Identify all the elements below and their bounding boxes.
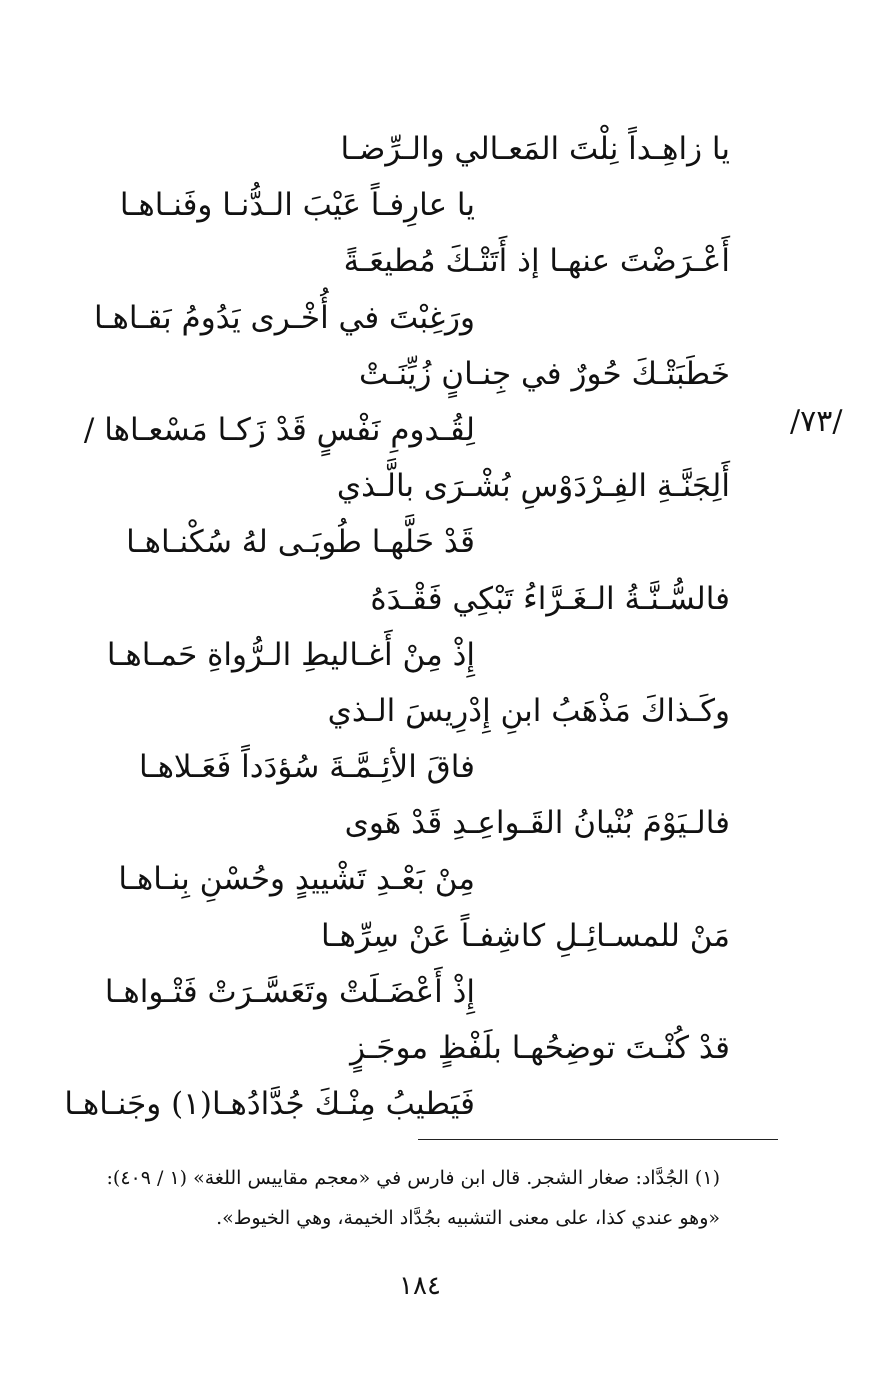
- verse-line: وكَـذاكَ مَذْهَبُ ابنِ إِدْرِيسَ الـذي: [327, 692, 730, 729]
- verse-line: فالـيَوْمَ بُنْيانُ القَـواعِـدِ قَدْ هَوى: [344, 805, 730, 842]
- verse-line: مِنْ بَعْـدِ تَشْييدٍ وحُسْنِ بِنـاهـا: [118, 861, 475, 898]
- verse-line: قدْ كُنْـتَ توضِحُهـا بلَفْظٍ موجَـزٍ: [350, 1030, 730, 1066]
- verse-line: ورَغِبْتَ في أُخْـرى يَدُومُ بَقـاهـا: [93, 299, 475, 336]
- verse-line: فَيَطيبُ مِنْـكَ جُدَّادُهـا(١) وجَنـاهـا: [64, 1086, 475, 1123]
- verse-line: فالسُّـنَّـةُ الـغَـرَّاءُ تَبْكِي فَقْـدَهُ: [370, 580, 730, 617]
- verse-line: لِقُـدومِ نَفْسٍ قَدْ زَكـا مَسْعـاها /: [83, 411, 475, 448]
- verse-line: فاقَ الأئِـمَّـةَ سُؤدَداً فَعَـلاهـا: [139, 749, 475, 786]
- footnote-divider: [418, 1139, 778, 1140]
- page-number: ١٨٤: [399, 1271, 441, 1301]
- verse-line: إِذْ أَعْضَـلَتْ وتَعَسَّـرَتْ فَتْـواهـا: [104, 973, 475, 1010]
- verse-line: خَطَبَتْـكَ حُورٌ في جِنـانٍ زُيِّنَـتْ: [358, 355, 730, 392]
- footnotes: [106, 1158, 720, 1238]
- verse-line: مَنْ للمسـائِـلِ كاشِفـاً عَنْ سِرِّهـا: [320, 917, 730, 954]
- margin-page-marker: /٧٣/: [790, 404, 843, 439]
- verse-line: إِذْ مِنْ أَغـاليطِ الـرُّواةِ حَمـاهـا: [106, 636, 475, 673]
- verse-line: قَدْ حَلَّهـا طُوبَـى لهُ سُكْنـاهـا: [126, 524, 475, 561]
- poem-block: [64, 124, 730, 1135]
- verse-line: أَلِجَنَّـةِ الفِـرْدَوْسِ بُشْـرَى بالَّـذي: [336, 468, 730, 505]
- footnote-line: «وهو عندي كذا، على معنى التشبيه بجُدَّاد الخيمة، وهي الخيوط».: [216, 1207, 720, 1229]
- verse-line: يا عارِفـاً عَيْبَ الـدُّنـا وفَنـاهـا: [119, 187, 475, 224]
- verse-line: يا زاهِـداً نِلْتَ المَعـالي والـرِّضـا: [340, 131, 730, 167]
- verse-line: أَعْـرَضْتَ عنهـا إذ أَتَتْـكَ مُطيعَـةً: [343, 243, 730, 280]
- footnote-line: (١) الجُدَّاد: صغار الشجر. قال ابن فارس في «معجم مقاييس اللغة» (١ / ٤٠٩):: [106, 1167, 720, 1189]
